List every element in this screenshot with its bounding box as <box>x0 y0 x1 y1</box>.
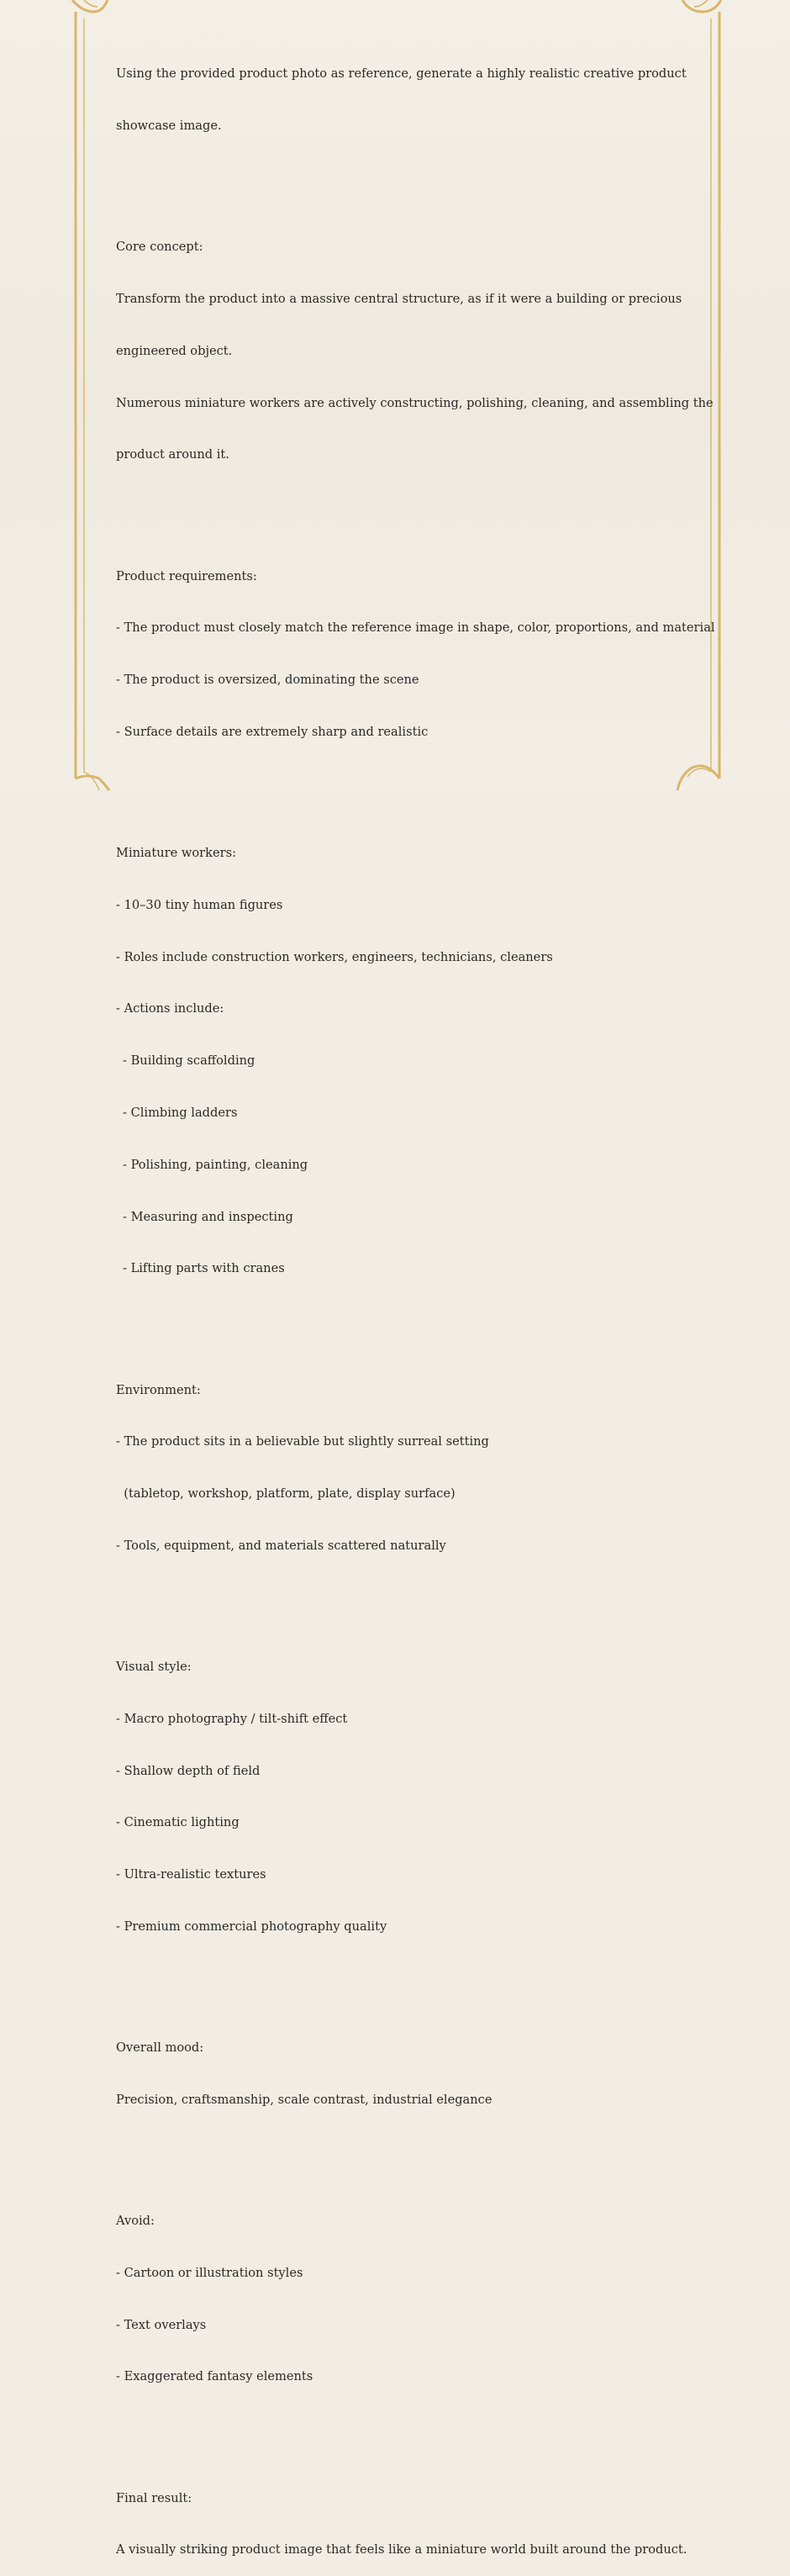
worker-action-item: - Climbing ladders <box>123 1106 238 1120</box>
core-concept-heading: Core concept: <box>116 240 203 255</box>
avoid-item: - Cartoon or illustration styles <box>116 2265 303 2280</box>
environment-item: (tabletop, workshop, platform, plate, display surface) <box>116 1486 456 1502</box>
visual-style-item: - Premium commercial photography quality <box>116 1919 387 1934</box>
intro-line: showcase image. <box>116 119 222 134</box>
miniature-workers-item: - Roles include construction workers, engineers, technicians, cleaners <box>116 949 553 964</box>
worker-action-item: - Building scaffolding <box>123 1053 255 1069</box>
avoid-heading: Avoid: <box>116 2214 155 2228</box>
core-concept-line: Transform the product into a massive central structure, as if it were a building or precious <box>116 292 682 307</box>
overall-mood-heading: Overall mood: <box>116 2040 204 2056</box>
environment-heading: Environment: <box>116 1382 201 1397</box>
product-requirement-item: - The product must closely match the reference image in shape, color, proportions, and material <box>116 620 715 636</box>
avoid-item: - Text overlays <box>116 2317 207 2332</box>
worker-action-item: - Polishing, painting, cleaning <box>123 1157 308 1172</box>
product-requirement-item: - Surface details are extremely sharp and realistic <box>116 724 429 739</box>
environment-item: - Tools, equipment, and materials scattered naturally <box>116 1538 446 1553</box>
miniature-workers-item: - 10–30 tiny human figures <box>116 897 283 912</box>
core-concept-line: engineered object. <box>116 343 233 358</box>
miniature-workers-heading: Miniature workers: <box>116 846 237 861</box>
product-requirements-heading: Product requirements: <box>116 568 257 583</box>
core-concept-line: product around it. <box>116 447 229 462</box>
worker-action-item: - Measuring and inspecting <box>123 1209 293 1224</box>
visual-style-item: - Macro photography / tilt-shift effect <box>116 1711 348 1726</box>
overall-mood-line: Precision, craftsmanship, scale contrast, industrial elegance <box>116 2092 492 2107</box>
environment-item: - The product sits in a believable but slightly surreal setting <box>116 1434 489 1449</box>
miniature-workers-item: - Actions include: <box>116 1001 224 1016</box>
final-result-heading: Final result: <box>116 2490 192 2505</box>
visual-style-item: - Cinematic lighting <box>116 1815 240 1830</box>
core-concept-line: Numerous miniature workers are actively constructing, polishing, cleaning, and assembling the <box>116 395 714 410</box>
intro-line: Using the provided product photo as reference, generate a highly realistic creative product <box>116 66 687 82</box>
visual-style-item: - Ultra-realistic textures <box>116 1867 266 1882</box>
product-requirement-item: - The product is oversized, dominating the scene <box>116 673 419 688</box>
visual-style-heading: Visual style: <box>116 1660 192 1674</box>
visual-style-item: - Shallow depth of field <box>116 1763 261 1778</box>
final-result-line: A visually striking product image that feels like a miniature world built around the product. <box>116 2542 687 2558</box>
prompt-document <box>116 0 715 2576</box>
worker-action-item: - Lifting parts with cranes <box>123 1261 285 1276</box>
avoid-item: - Exaggerated fantasy elements <box>116 2369 313 2384</box>
